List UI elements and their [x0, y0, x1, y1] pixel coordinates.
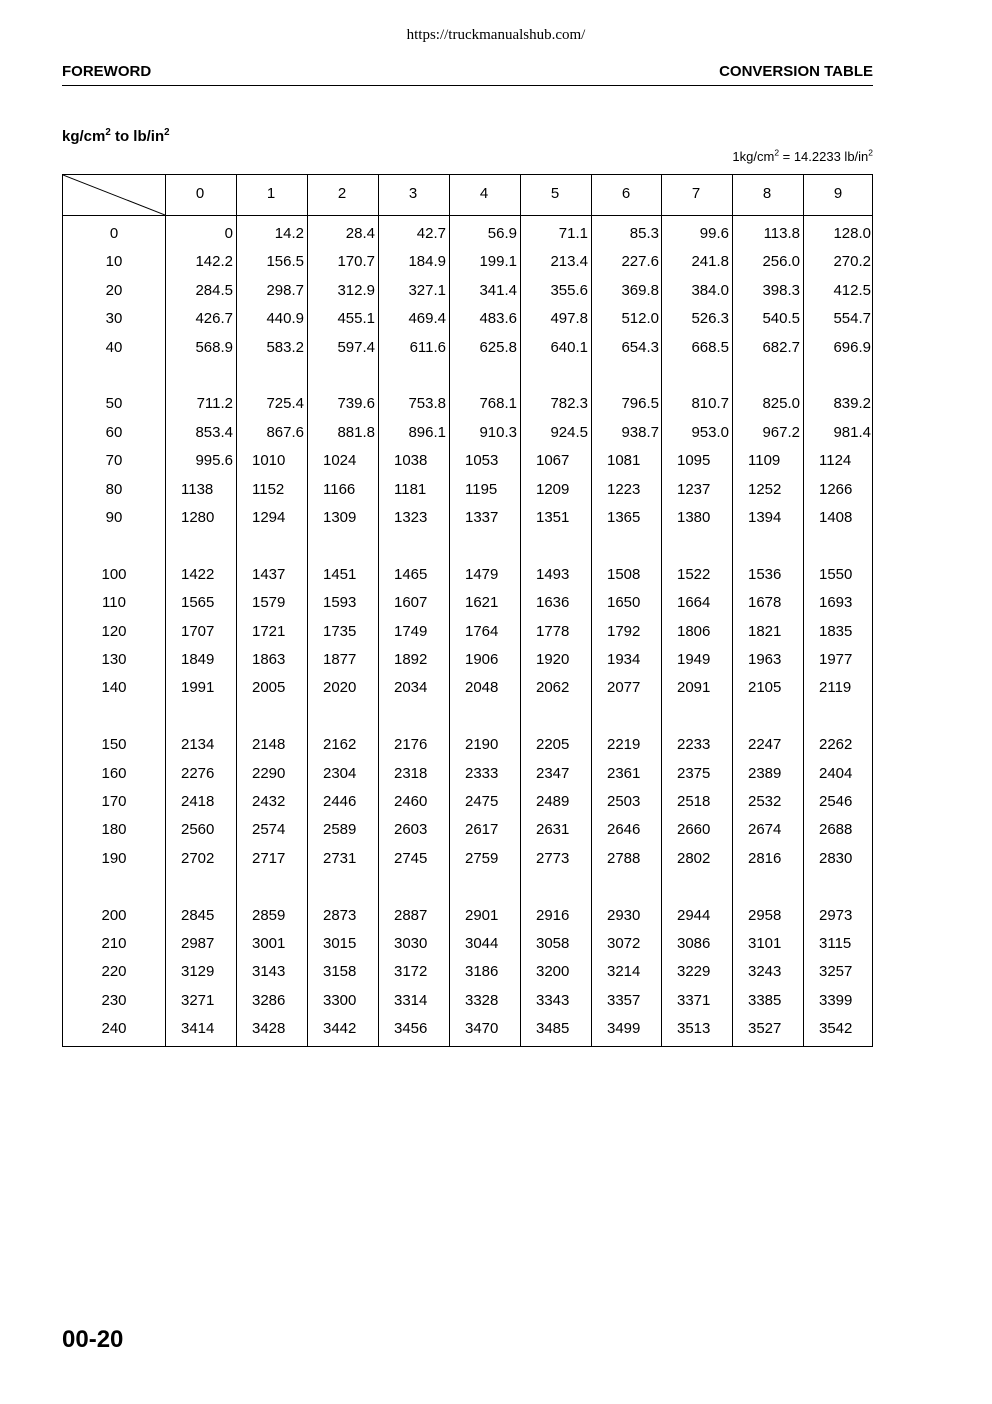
table-cell: 3086 — [677, 935, 711, 952]
table-cell: 128.0 — [833, 225, 871, 242]
table-cell: 3428 — [252, 1020, 286, 1038]
row-label: 50 — [105, 395, 123, 413]
row-label: 190 — [101, 849, 127, 867]
column-header: 7 — [691, 185, 701, 202]
table-cell: 3371 — [677, 991, 711, 1009]
table-cell: 554.7 — [833, 310, 871, 328]
table-cell: 2973 — [819, 906, 853, 924]
table-cell: 512.0 — [621, 310, 659, 328]
row-label: 140 — [101, 679, 127, 697]
table-cell: 1664 — [677, 594, 711, 612]
table-cell: 640.1 — [550, 338, 588, 356]
row-label: 0 — [109, 225, 119, 242]
table-cell: 156.5 — [266, 253, 304, 271]
table-cell: 2916 — [536, 906, 570, 924]
table-cell: 668.5 — [691, 338, 729, 356]
table-cell: 2688 — [819, 821, 853, 839]
table-cell: 1678 — [748, 594, 782, 612]
table-cell: 1835 — [819, 622, 853, 640]
row-label: 210 — [101, 935, 127, 952]
table-cell: 2262 — [819, 736, 853, 754]
table-cell: 2560 — [181, 821, 215, 839]
table-cell: 2034 — [394, 679, 428, 697]
table-cell: 739.6 — [337, 395, 375, 413]
table-cell: 3314 — [394, 991, 428, 1009]
row-label: 30 — [105, 310, 123, 328]
table-cell: 1565 — [181, 594, 215, 612]
table-title: $kg/cm^2$ to $lb/in^2$ — [62, 127, 170, 145]
row-label: 70 — [105, 452, 123, 470]
table-cell: 1024 — [323, 452, 357, 470]
table-cell: 3001 — [252, 935, 286, 952]
row-label: 230 — [101, 991, 127, 1009]
table-cell: 3186 — [465, 963, 499, 981]
table-cell: 981.4 — [833, 423, 871, 441]
table-cell: 2759 — [465, 849, 499, 867]
table-cell: 2318 — [394, 764, 428, 782]
column-header: 1 — [266, 185, 276, 202]
row-label: 120 — [101, 622, 127, 640]
column-header: 9 — [833, 185, 843, 202]
table-cell: 2077 — [607, 679, 641, 697]
table-cell: 284.5 — [195, 281, 233, 299]
row-label: 160 — [101, 764, 127, 782]
table-cell: 2702 — [181, 849, 215, 867]
column-header: 6 — [621, 185, 631, 202]
column-divider — [165, 175, 166, 1046]
table-cell: 1579 — [252, 594, 286, 612]
table-cell: 1693 — [819, 594, 853, 612]
table-cell: 1479 — [465, 565, 499, 583]
table-cell: 1109 — [748, 452, 781, 470]
section-title: FOREWORD — [62, 63, 152, 80]
table-cell: 270.2 — [833, 253, 871, 271]
table-cell: 2162 — [323, 736, 357, 754]
conversion-table — [62, 174, 873, 1047]
table-cell: 2788 — [607, 849, 641, 867]
table-cell: 1650 — [607, 594, 641, 612]
table-cell: 455.1 — [337, 310, 375, 328]
table-cell: 99.6 — [699, 225, 729, 242]
table-cell: 910.3 — [479, 423, 517, 441]
table-cell: 3357 — [607, 991, 641, 1009]
row-label: 40 — [105, 338, 123, 356]
row-label: 220 — [101, 963, 127, 981]
table-cell: 426.7 — [195, 310, 233, 328]
table-cell: 1721 — [252, 622, 286, 640]
table-cell: 1821 — [748, 622, 782, 640]
table-cell: 3399 — [819, 991, 853, 1009]
table-cell: 2333 — [465, 764, 499, 782]
table-cell: 1508 — [607, 565, 641, 583]
table-cell: 2987 — [181, 935, 215, 952]
table-cell: 341.4 — [479, 281, 517, 299]
table-cell: 3015 — [323, 935, 357, 952]
table-cell: 1934 — [607, 651, 641, 668]
table-cell: 1038 — [394, 452, 428, 470]
table-cell: 1124 — [819, 452, 852, 470]
table-cell: 3527 — [748, 1020, 782, 1038]
table-cell: 2375 — [677, 764, 711, 782]
table-cell: 2958 — [748, 906, 782, 924]
table-cell: 2717 — [252, 849, 286, 867]
table-cell: 611.6 — [409, 338, 446, 356]
table-cell: 2176 — [394, 736, 428, 754]
table-cell: 327.1 — [408, 281, 446, 299]
table-cell: 867.6 — [266, 423, 304, 441]
row-label: 20 — [105, 281, 123, 299]
table-cell: 1422 — [181, 565, 215, 583]
table-cell: 85.3 — [629, 225, 659, 242]
table-cell: 3115 — [819, 935, 852, 952]
table-cell: 1465 — [394, 565, 428, 583]
table-cell: 2005 — [252, 679, 286, 697]
table-cell: 28.4 — [345, 225, 375, 242]
table-cell: 1294 — [252, 509, 286, 526]
table-cell: 312.9 — [337, 281, 375, 299]
table-cell: 2048 — [465, 679, 499, 697]
table-cell: 540.5 — [762, 310, 800, 328]
table-cell: 483.6 — [479, 310, 517, 328]
table-cell: 369.8 — [621, 281, 659, 299]
table-cell: 2731 — [323, 849, 357, 867]
row-label: 110 — [102, 594, 126, 612]
table-cell: 1977 — [819, 651, 853, 668]
table-cell: 1963 — [748, 651, 782, 668]
table-cell: 3513 — [677, 1020, 711, 1038]
table-cell: 682.7 — [762, 338, 800, 356]
table-cell: 1451 — [323, 565, 357, 583]
row-label: 200 — [101, 906, 127, 924]
table-cell: 597.4 — [337, 338, 375, 356]
table-cell: 2062 — [536, 679, 570, 697]
table-cell: 2901 — [465, 906, 499, 924]
table-cell: 810.7 — [691, 395, 729, 413]
table-cell: 1863 — [252, 651, 286, 668]
table-cell: 3470 — [465, 1020, 499, 1038]
row-label: 10 — [105, 253, 123, 271]
table-cell: 2304 — [323, 764, 357, 782]
table-cell: 3257 — [819, 963, 853, 981]
table-cell: 995.6 — [195, 452, 233, 470]
table-cell: 2432 — [252, 793, 286, 810]
table-cell: 753.8 — [408, 395, 446, 413]
table-cell: 241.8 — [691, 253, 729, 271]
table-cell: 170.7 — [337, 253, 375, 271]
table-cell: 1394 — [748, 509, 782, 526]
table-cell: 1550 — [819, 565, 853, 583]
row-label: 170 — [101, 793, 127, 810]
table-cell: 2518 — [677, 793, 711, 810]
table-cell: 967.2 — [762, 423, 800, 441]
table-cell: 1195 — [465, 480, 498, 498]
table-cell: 3030 — [394, 935, 428, 952]
table-cell: 2503 — [607, 793, 641, 810]
table-cell: 2105 — [748, 679, 782, 697]
table-cell: 2205 — [536, 736, 570, 754]
table-cell: 3328 — [465, 991, 499, 1009]
table-cell: 1536 — [748, 565, 782, 583]
table-cell: 2460 — [394, 793, 428, 810]
table-cell: 2859 — [252, 906, 286, 924]
row-label: 180 — [101, 821, 127, 839]
table-cell: 398.3 — [762, 281, 800, 299]
table-cell: 2290 — [252, 764, 286, 782]
table-cell: 2418 — [181, 793, 215, 810]
table-cell: 1067 — [536, 452, 570, 470]
table-cell: 199.1 — [479, 253, 517, 271]
table-cell: 1792 — [607, 622, 641, 640]
column-header: 2 — [337, 185, 347, 202]
table-cell: 625.8 — [479, 338, 517, 356]
table-cell: 497.8 — [550, 310, 588, 328]
table-cell: 1408 — [819, 509, 853, 526]
table-cell: 825.0 — [762, 395, 800, 413]
table-cell: 1493 — [536, 565, 570, 583]
table-cell: 1152 — [252, 480, 285, 498]
table-cell: 3456 — [394, 1020, 428, 1038]
table-cell: 3101 — [748, 935, 782, 952]
table-cell: 1806 — [677, 622, 711, 640]
table-cell: 3499 — [607, 1020, 641, 1038]
row-label: 150 — [101, 736, 127, 754]
table-cell: 227.6 — [621, 253, 659, 271]
table-cell: 1309 — [323, 509, 357, 526]
table-cell: 2845 — [181, 906, 215, 924]
table-cell: 3343 — [536, 991, 570, 1009]
column-header: 3 — [408, 185, 418, 202]
table-cell: 2404 — [819, 764, 853, 782]
table-cell: 2574 — [252, 821, 286, 839]
table-cell: 384.0 — [691, 281, 729, 299]
table-cell: 3442 — [323, 1020, 357, 1038]
table-cell: 2148 — [252, 736, 286, 754]
table-cell: 1764 — [465, 622, 499, 640]
table-cell: 3271 — [181, 991, 215, 1009]
table-cell: 3229 — [677, 963, 711, 981]
table-cell: 2347 — [536, 764, 570, 782]
table-cell: 213.4 — [550, 253, 588, 271]
table-cell: 2631 — [536, 821, 570, 839]
table-cell: 2660 — [677, 821, 711, 839]
table-cell: 2745 — [394, 849, 428, 867]
table-cell: 1365 — [607, 509, 641, 526]
table-cell: 2887 — [394, 906, 428, 924]
table-cell: 3214 — [607, 963, 641, 981]
table-cell: 881.8 — [337, 423, 375, 441]
table-cell: 0 — [224, 225, 233, 242]
table-cell: 2589 — [323, 821, 357, 839]
table-cell: 3058 — [536, 935, 570, 952]
table-cell: 2134 — [181, 736, 215, 754]
table-cell: 2617 — [465, 821, 499, 839]
table-cell: 1636 — [536, 594, 570, 612]
table-cell: 896.1 — [408, 423, 446, 441]
column-header: 0 — [195, 185, 205, 202]
table-cell: 1607 — [394, 594, 428, 612]
table-cell: 1877 — [323, 651, 357, 668]
table-cell: 2873 — [323, 906, 357, 924]
table-cell: 1892 — [394, 651, 428, 668]
table-cell: 142.2 — [195, 253, 233, 271]
table-cell: 3243 — [748, 963, 782, 981]
table-cell: 2020 — [323, 679, 357, 697]
table-cell: 2119 — [819, 679, 852, 697]
table-cell: 3172 — [394, 963, 428, 981]
table-cell: 1749 — [394, 622, 428, 640]
corner-diagonal — [63, 175, 165, 215]
table-cell: 526.3 — [691, 310, 729, 328]
row-label: 240 — [101, 1020, 127, 1038]
table-cell: 1166 — [323, 480, 356, 498]
column-header: 4 — [479, 185, 489, 202]
table-cell: 2233 — [677, 736, 711, 754]
table-cell: 2276 — [181, 764, 215, 782]
table-cell: 1053 — [465, 452, 499, 470]
table-cell: 2944 — [677, 906, 711, 924]
table-cell: 2361 — [607, 764, 641, 782]
table-cell: 1280 — [181, 509, 215, 526]
conversion-formula: $1kg/cm^2 = 14.2233$ $lb/in^2$ — [732, 147, 873, 164]
table-cell: 938.7 — [621, 423, 659, 441]
table-cell: 2489 — [536, 793, 570, 810]
column-header: 8 — [762, 185, 772, 202]
table-cell: 768.1 — [479, 395, 517, 413]
table-cell: 1735 — [323, 622, 357, 640]
table-cell: 3158 — [323, 963, 357, 981]
table-cell: 298.7 — [266, 281, 304, 299]
table-cell: 782.3 — [550, 395, 588, 413]
table-cell: 2773 — [536, 849, 570, 867]
table-cell: 3143 — [252, 963, 286, 981]
table-cell: 924.5 — [550, 423, 588, 441]
table-cell: 568.9 — [195, 338, 233, 356]
row-label: 90 — [105, 509, 123, 526]
table-cell: 1223 — [607, 480, 641, 498]
table-cell: 256.0 — [762, 253, 800, 271]
row-label: 130 — [101, 651, 127, 668]
page-heading: CONVERSION TABLE — [719, 63, 873, 80]
table-cell: 1906 — [465, 651, 499, 668]
table-cell: 1437 — [252, 565, 286, 583]
table-cell: 1010 — [252, 452, 286, 470]
table-cell: 3542 — [819, 1020, 853, 1038]
table-cell: 113.8 — [763, 225, 800, 242]
table-cell: 1252 — [748, 480, 782, 498]
table-cell: 654.3 — [621, 338, 659, 356]
table-cell: 2830 — [819, 849, 853, 867]
table-cell: 696.9 — [833, 338, 871, 356]
table-cell: 2219 — [607, 736, 641, 754]
table-cell: 1266 — [819, 480, 853, 498]
table-cell: 3300 — [323, 991, 357, 1009]
table-cell: 1707 — [181, 622, 215, 640]
table-cell: 3385 — [748, 991, 782, 1009]
page-number: 00-20 — [62, 1326, 124, 1353]
table-cell: 2546 — [819, 793, 853, 810]
table-cell: 2816 — [748, 849, 782, 867]
table-cell: 1081 — [607, 452, 641, 470]
table-cell: 711.2 — [196, 395, 233, 413]
table-cell: 3044 — [465, 935, 499, 952]
table-cell: 2674 — [748, 821, 782, 839]
table-cell: 2646 — [607, 821, 641, 839]
table-cell: 469.4 — [408, 310, 446, 328]
table-cell: 3286 — [252, 991, 286, 1009]
table-cell: 1237 — [677, 480, 711, 498]
table-cell: 3200 — [536, 963, 570, 981]
table-cell: 14.2 — [274, 225, 304, 242]
table-cell: 412.5 — [833, 281, 871, 299]
table-cell: 2603 — [394, 821, 428, 839]
table-cell: 71.1 — [558, 225, 588, 242]
table-cell: 42.7 — [416, 225, 446, 242]
table-cell: 1522 — [677, 565, 711, 583]
table-cell: 1920 — [536, 651, 570, 668]
table-cell: 1621 — [465, 594, 499, 612]
row-label: 80 — [105, 480, 123, 498]
table-cell: 1849 — [181, 651, 215, 668]
table-cell: 1380 — [677, 509, 711, 526]
table-cell: 1991 — [181, 679, 215, 697]
table-cell: 2091 — [677, 679, 711, 697]
table-cell: 2532 — [748, 793, 782, 810]
table-cell: 2475 — [465, 793, 499, 810]
table-cell: 1095 — [677, 452, 711, 470]
table-cell: 725.4 — [266, 395, 304, 413]
table-cell: 3129 — [181, 963, 215, 981]
table-cell: 1593 — [323, 594, 357, 612]
table-cell: 1337 — [465, 509, 499, 526]
table-cell: 184.9 — [408, 253, 446, 271]
table-cell: 440.9 — [266, 310, 304, 328]
table-cell: 1138 — [181, 480, 214, 498]
source-url: https://truckmanualshub.com/ — [406, 27, 586, 43]
table-cell: 2247 — [748, 736, 782, 754]
table-cell: 1323 — [394, 509, 428, 526]
table-cell: 3072 — [607, 935, 641, 952]
table-cell: 953.0 — [691, 423, 729, 441]
column-header: 5 — [550, 185, 560, 202]
table-cell: 1181 — [394, 480, 427, 498]
header-row-divider — [63, 215, 872, 216]
table-cell: 1778 — [536, 622, 570, 640]
table-cell: 2446 — [323, 793, 357, 810]
table-cell: 3485 — [536, 1020, 570, 1038]
table-cell: 2802 — [677, 849, 711, 867]
table-cell: 839.2 — [833, 395, 871, 413]
table-cell: 1351 — [536, 509, 570, 526]
table-cell: 56.9 — [487, 225, 517, 242]
table-cell: 1209 — [536, 480, 570, 498]
row-label: 100 — [101, 565, 127, 583]
table-cell: 3414 — [181, 1020, 215, 1038]
table-cell: 2190 — [465, 736, 499, 754]
table-cell: 853.4 — [195, 423, 233, 441]
table-cell: 355.6 — [550, 281, 588, 299]
table-cell: 1949 — [677, 651, 711, 668]
table-cell: 2930 — [607, 906, 641, 924]
table-cell: 2389 — [748, 764, 782, 782]
table-cell: 796.5 — [621, 395, 659, 413]
row-label: 60 — [105, 423, 123, 441]
header-rule — [62, 85, 873, 86]
table-cell: 583.2 — [266, 338, 304, 356]
